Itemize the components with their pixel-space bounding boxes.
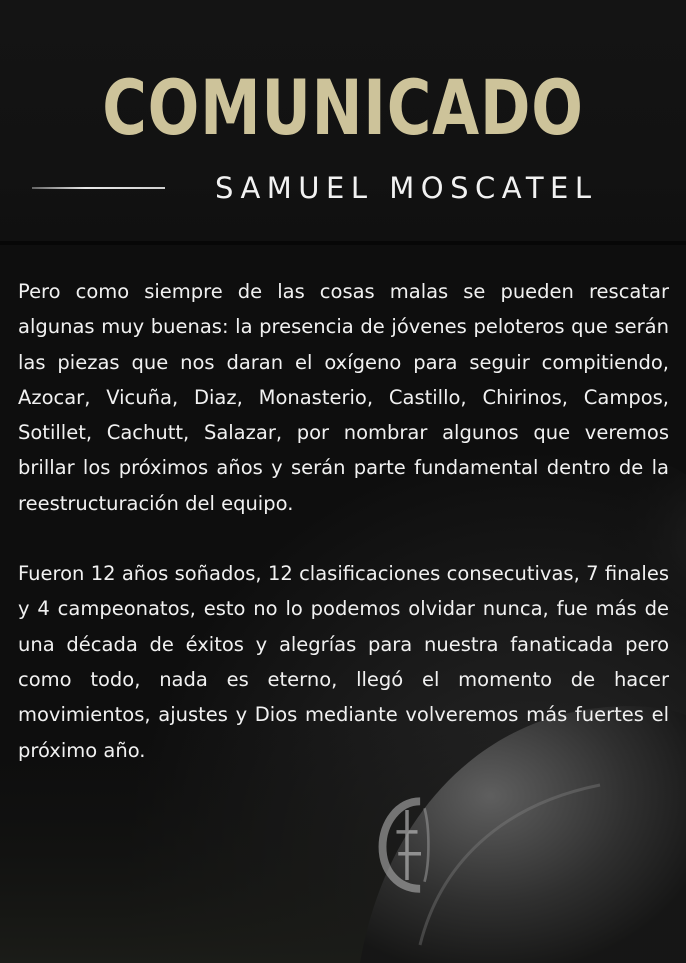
- decorative-rule: [32, 187, 165, 189]
- announcement-body: [18, 274, 669, 803]
- page-title: COMUNICADO: [102, 63, 584, 152]
- header: [0, 0, 686, 243]
- team-logo-icon: [372, 790, 442, 900]
- paragraph-1: Pero como siempre de las cosas malas se pueden rescatar algunas muy buenas: la presencia de jóvenes peloteros que serán las piezas que nos daran el oxígeno para seguir compitiendo, Azocar, Vicuña, Diaz, Monasterio, Castillo, Chirinos, Campos, Sotillet, Cachutt, Salazar, por nombrar algunos que veremos brillar los próximos años y serán parte fundamental dentro de la reestructuración del equipo.: [18, 280, 669, 515]
- header-divider: [0, 241, 686, 245]
- paragraph-2: Fueron 12 años soñados, 12 clasificaciones consecutivas, 7 finales y 4 campeonatos, esto no lo podemos olvidar nunca, fue más de una década de éxitos y alegrías para nuestra fanaticada pero como todo, nada es eterno, llegó el momento de hacer movimientos, ajustes y Dios mediante volveremos más fuertes el próximo año.: [18, 562, 669, 762]
- author-name: SAMUEL MOSCATEL: [215, 171, 598, 205]
